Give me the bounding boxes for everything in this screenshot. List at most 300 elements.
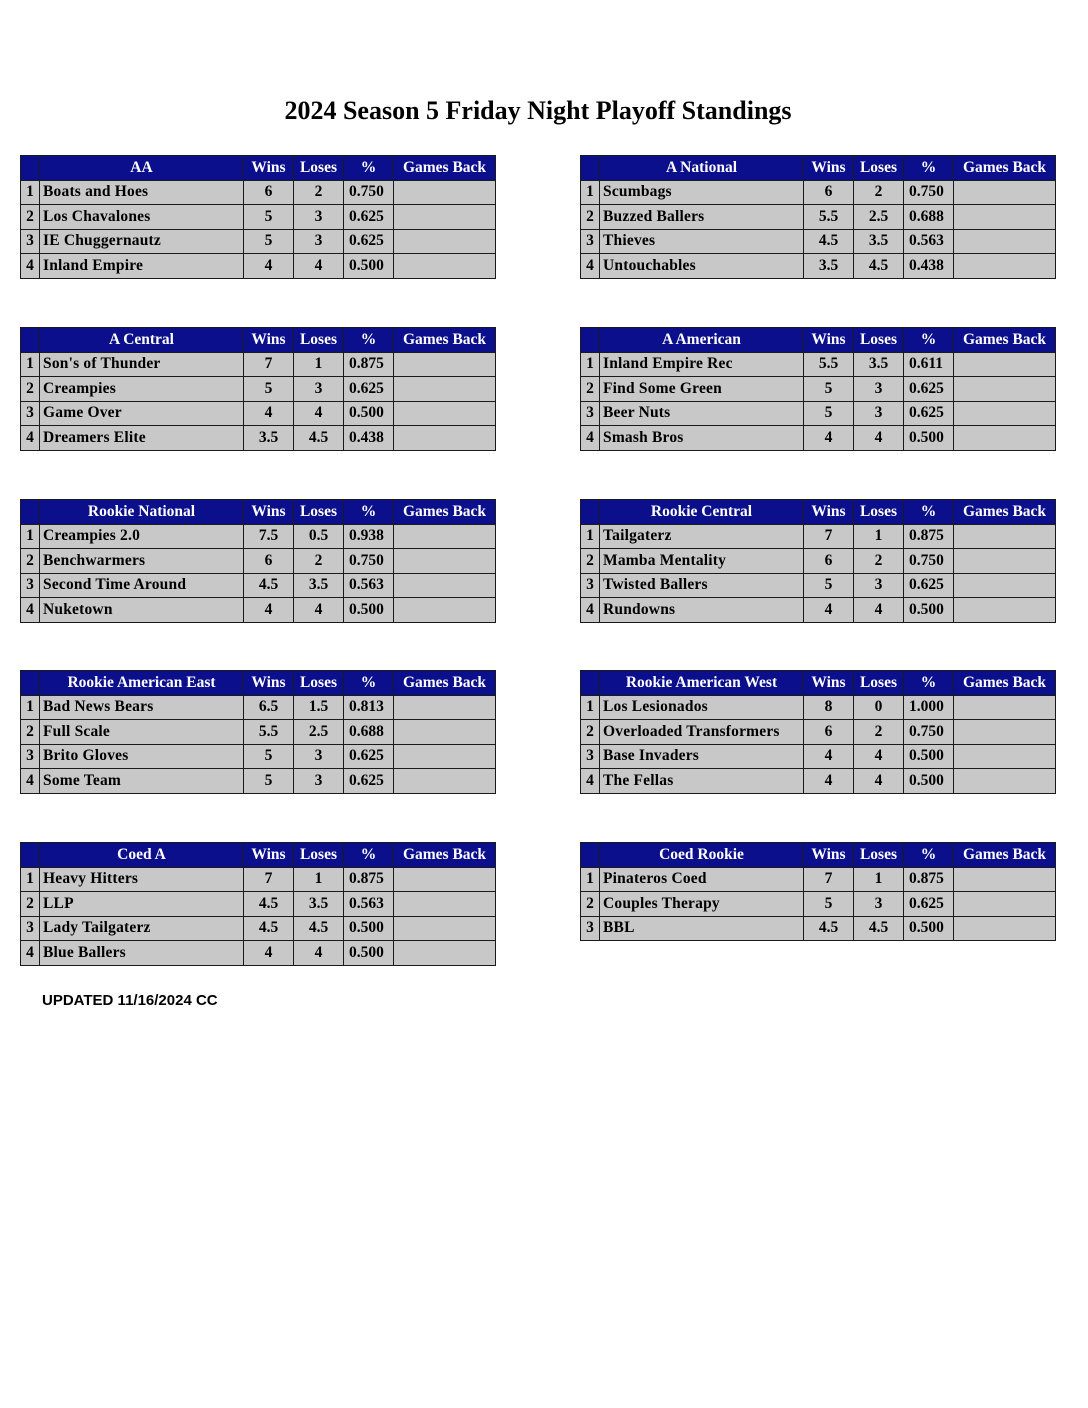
- pct-cell: 0.611: [904, 352, 954, 377]
- rank-cell: 2: [581, 377, 600, 402]
- rank-cell: 3: [581, 573, 600, 598]
- loses-cell: 2: [854, 549, 904, 574]
- rank-cell: 3: [21, 401, 40, 426]
- pct-header: %: [344, 671, 394, 696]
- games-back-cell: [954, 426, 1056, 451]
- pct-cell: 0.625: [904, 401, 954, 426]
- pct-header: %: [344, 156, 394, 181]
- team-name: Thieves: [600, 229, 804, 254]
- table-row: [21, 180, 496, 205]
- games-back-cell: [394, 377, 496, 402]
- loses-header: Loses: [854, 156, 904, 181]
- wins-header: Wins: [244, 328, 294, 353]
- updated-note: UPDATED 11/16/2024 CC: [42, 992, 218, 1009]
- rank-cell: 4: [21, 254, 40, 279]
- rank-cell: 1: [21, 695, 40, 720]
- table-row: [21, 720, 496, 745]
- loses-header: Loses: [294, 671, 344, 696]
- pct-cell: 0.500: [904, 744, 954, 769]
- rank-cell: 4: [21, 426, 40, 451]
- wins-header: Wins: [804, 328, 854, 353]
- pct-header: %: [904, 328, 954, 353]
- games-back-header: Games Back: [394, 328, 496, 353]
- loses-header: Loses: [294, 328, 344, 353]
- games-back-cell: [394, 205, 496, 230]
- loses-cell: 4.5: [294, 426, 344, 451]
- loses-cell: 1: [854, 867, 904, 892]
- loses-cell: 4: [854, 426, 904, 451]
- team-name: LLP: [40, 892, 244, 917]
- wins-cell: 4.5: [244, 892, 294, 917]
- table-row: [581, 916, 1056, 941]
- games-back-cell: [394, 695, 496, 720]
- games-back-cell: [954, 254, 1056, 279]
- team-name: Find Some Green: [600, 377, 804, 402]
- table-row: [581, 573, 1056, 598]
- table-row: [581, 598, 1056, 623]
- games-back-cell: [394, 916, 496, 941]
- table-row: [21, 426, 496, 451]
- games-back-cell: [394, 401, 496, 426]
- table-row: [21, 401, 496, 426]
- games-back-cell: [954, 229, 1056, 254]
- games-back-cell: [954, 549, 1056, 574]
- wins-cell: 5.5: [804, 205, 854, 230]
- games-back-cell: [394, 573, 496, 598]
- loses-cell: 4.5: [854, 254, 904, 279]
- wins-cell: 3.5: [804, 254, 854, 279]
- rank-header: [581, 500, 600, 525]
- wins-header: Wins: [244, 500, 294, 525]
- rank-cell: 3: [21, 744, 40, 769]
- loses-cell: 4: [294, 598, 344, 623]
- wins-header: Wins: [244, 671, 294, 696]
- wins-cell: 5.5: [804, 352, 854, 377]
- pct-cell: 1.000: [904, 695, 954, 720]
- team-name: Bad News Bears: [40, 695, 244, 720]
- rank-cell: 1: [581, 695, 600, 720]
- division-name: Rookie American West: [600, 671, 804, 696]
- loses-cell: 3.5: [854, 229, 904, 254]
- division-name: AA: [40, 156, 244, 181]
- games-back-cell: [954, 573, 1056, 598]
- games-back-cell: [394, 524, 496, 549]
- loses-cell: 0: [854, 695, 904, 720]
- table-row: [21, 916, 496, 941]
- team-name: Boats and Hoes: [40, 180, 244, 205]
- games-back-cell: [954, 377, 1056, 402]
- rank-cell: 1: [21, 180, 40, 205]
- loses-header: Loses: [854, 328, 904, 353]
- team-name: Nuketown: [40, 598, 244, 623]
- pct-cell: 0.625: [344, 744, 394, 769]
- team-name: Overloaded Transformers: [600, 720, 804, 745]
- wins-cell: 7.5: [244, 524, 294, 549]
- division-table: [20, 327, 496, 451]
- table-row: [21, 524, 496, 549]
- loses-cell: 2: [854, 180, 904, 205]
- division-table: [20, 499, 496, 623]
- games-back-cell: [394, 549, 496, 574]
- wins-cell: 4: [244, 401, 294, 426]
- table-row: [21, 254, 496, 279]
- table-row: [21, 892, 496, 917]
- team-name: Rundowns: [600, 598, 804, 623]
- wins-cell: 5: [244, 377, 294, 402]
- pct-cell: 0.625: [344, 229, 394, 254]
- team-name: Blue Ballers: [40, 941, 244, 966]
- pct-cell: 0.625: [904, 377, 954, 402]
- games-back-cell: [394, 744, 496, 769]
- pct-cell: 0.500: [344, 916, 394, 941]
- pct-cell: 0.563: [904, 229, 954, 254]
- division-table: [580, 327, 1056, 451]
- division-table: [580, 670, 1056, 794]
- loses-cell: 4: [294, 254, 344, 279]
- team-name: Pinateros Coed: [600, 867, 804, 892]
- pct-cell: 0.625: [344, 205, 394, 230]
- games-back-header: Games Back: [954, 500, 1056, 525]
- division-table: [20, 842, 496, 966]
- table-row: [581, 401, 1056, 426]
- team-name: Second Time Around: [40, 573, 244, 598]
- table-row: [21, 205, 496, 230]
- rank-cell: 2: [21, 377, 40, 402]
- pct-header: %: [904, 843, 954, 868]
- wins-cell: 5: [804, 377, 854, 402]
- wins-cell: 6: [244, 549, 294, 574]
- loses-header: Loses: [294, 500, 344, 525]
- division-table: [580, 842, 1056, 941]
- games-back-cell: [954, 892, 1056, 917]
- team-name: Couples Therapy: [600, 892, 804, 917]
- pct-cell: 0.938: [344, 524, 394, 549]
- games-back-cell: [954, 916, 1056, 941]
- rank-cell: 4: [581, 598, 600, 623]
- pct-cell: 0.438: [904, 254, 954, 279]
- loses-cell: 4.5: [854, 916, 904, 941]
- team-name: Full Scale: [40, 720, 244, 745]
- loses-cell: 4: [294, 401, 344, 426]
- division-table: [20, 155, 496, 279]
- team-name: Creampies 2.0: [40, 524, 244, 549]
- loses-cell: 3: [854, 573, 904, 598]
- division-table: [580, 499, 1056, 623]
- rank-cell: 3: [581, 229, 600, 254]
- table-row: [581, 205, 1056, 230]
- wins-header: Wins: [244, 156, 294, 181]
- games-back-header: Games Back: [394, 843, 496, 868]
- table-row: [21, 229, 496, 254]
- wins-header: Wins: [804, 500, 854, 525]
- pct-cell: 0.750: [904, 549, 954, 574]
- team-name: Beer Nuts: [600, 401, 804, 426]
- wins-cell: 5: [804, 892, 854, 917]
- rank-cell: 4: [581, 426, 600, 451]
- games-back-header: Games Back: [954, 671, 1056, 696]
- team-name: Mamba Mentality: [600, 549, 804, 574]
- loses-cell: 2.5: [294, 720, 344, 745]
- pct-cell: 0.438: [344, 426, 394, 451]
- games-back-cell: [954, 744, 1056, 769]
- rank-cell: 1: [21, 867, 40, 892]
- division-table: [580, 155, 1056, 279]
- rank-cell: 3: [581, 744, 600, 769]
- loses-cell: 4: [854, 598, 904, 623]
- rank-header: [581, 156, 600, 181]
- loses-cell: 4: [294, 941, 344, 966]
- table-row: [21, 598, 496, 623]
- wins-cell: 6.5: [244, 695, 294, 720]
- rank-cell: 2: [21, 549, 40, 574]
- table-row: [21, 352, 496, 377]
- loses-cell: 3: [854, 401, 904, 426]
- wins-cell: 4: [244, 941, 294, 966]
- loses-cell: 2: [294, 549, 344, 574]
- rank-cell: 1: [581, 352, 600, 377]
- loses-cell: 0.5: [294, 524, 344, 549]
- table-row: [21, 695, 496, 720]
- games-back-cell: [954, 720, 1056, 745]
- table-row: [21, 941, 496, 966]
- team-name: The Fellas: [600, 769, 804, 794]
- loses-cell: 3: [294, 229, 344, 254]
- table-row: [581, 180, 1056, 205]
- table-row: [581, 524, 1056, 549]
- games-back-cell: [394, 229, 496, 254]
- rank-header: [21, 156, 40, 181]
- wins-cell: 4: [804, 598, 854, 623]
- team-name: Son's of Thunder: [40, 352, 244, 377]
- pct-cell: 0.750: [344, 180, 394, 205]
- rank-cell: 2: [21, 892, 40, 917]
- loses-cell: 1.5: [294, 695, 344, 720]
- games-back-cell: [394, 426, 496, 451]
- rank-header: [21, 671, 40, 696]
- rank-header: [21, 500, 40, 525]
- pct-cell: 0.500: [904, 598, 954, 623]
- team-name: Benchwarmers: [40, 549, 244, 574]
- loses-cell: 4: [854, 744, 904, 769]
- wins-cell: 4: [804, 426, 854, 451]
- table-row: [21, 769, 496, 794]
- pct-cell: 0.750: [904, 180, 954, 205]
- team-name: Base Invaders: [600, 744, 804, 769]
- wins-cell: 4.5: [804, 916, 854, 941]
- loses-cell: 4: [854, 769, 904, 794]
- wins-cell: 5: [244, 229, 294, 254]
- team-name: Brito Gloves: [40, 744, 244, 769]
- pct-cell: 0.500: [904, 426, 954, 451]
- wins-header: Wins: [804, 156, 854, 181]
- wins-cell: 7: [244, 867, 294, 892]
- loses-cell: 3.5: [294, 892, 344, 917]
- loses-cell: 2.5: [854, 205, 904, 230]
- rank-cell: 2: [21, 720, 40, 745]
- pct-header: %: [904, 156, 954, 181]
- rank-cell: 3: [21, 573, 40, 598]
- pct-header: %: [344, 843, 394, 868]
- wins-cell: 4: [244, 254, 294, 279]
- team-name: Lady Tailgaterz: [40, 916, 244, 941]
- wins-header: Wins: [244, 843, 294, 868]
- team-name: Twisted Ballers: [600, 573, 804, 598]
- games-back-header: Games Back: [954, 328, 1056, 353]
- games-back-cell: [394, 720, 496, 745]
- division-name: A National: [600, 156, 804, 181]
- pct-cell: 0.500: [344, 598, 394, 623]
- pct-cell: 0.750: [344, 549, 394, 574]
- team-name: Scumbags: [600, 180, 804, 205]
- team-name: Game Over: [40, 401, 244, 426]
- pct-header: %: [904, 671, 954, 696]
- table-row: [581, 892, 1056, 917]
- division-name: Rookie National: [40, 500, 244, 525]
- pct-cell: 0.875: [904, 867, 954, 892]
- rank-header: [21, 843, 40, 868]
- table-row: [581, 720, 1056, 745]
- wins-cell: 4.5: [804, 229, 854, 254]
- table-row: [21, 549, 496, 574]
- wins-cell: 5: [804, 401, 854, 426]
- team-name: BBL: [600, 916, 804, 941]
- table-row: [21, 867, 496, 892]
- pct-cell: 0.500: [344, 254, 394, 279]
- wins-cell: 5: [244, 769, 294, 794]
- division-name: A American: [600, 328, 804, 353]
- rank-cell: 4: [581, 254, 600, 279]
- wins-cell: 4: [804, 744, 854, 769]
- games-back-cell: [954, 598, 1056, 623]
- wins-cell: 7: [804, 524, 854, 549]
- rank-cell: 3: [21, 229, 40, 254]
- team-name: Inland Empire Rec: [600, 352, 804, 377]
- rank-cell: 2: [581, 205, 600, 230]
- wins-cell: 8: [804, 695, 854, 720]
- rank-cell: 1: [21, 524, 40, 549]
- rank-cell: 3: [581, 916, 600, 941]
- table-row: [581, 867, 1056, 892]
- wins-cell: 3.5: [244, 426, 294, 451]
- team-name: Tailgaterz: [600, 524, 804, 549]
- pct-cell: 0.500: [904, 769, 954, 794]
- pct-cell: 0.750: [904, 720, 954, 745]
- loses-cell: 2: [294, 180, 344, 205]
- loses-header: Loses: [854, 500, 904, 525]
- games-back-cell: [954, 401, 1056, 426]
- wins-cell: 5: [244, 744, 294, 769]
- games-back-cell: [954, 695, 1056, 720]
- table-row: [581, 769, 1056, 794]
- wins-cell: 7: [244, 352, 294, 377]
- page-title: 2024 Season 5 Friday Night Playoff Standings: [284, 96, 792, 125]
- team-name: Smash Bros: [600, 426, 804, 451]
- games-back-cell: [394, 180, 496, 205]
- games-back-header: Games Back: [394, 671, 496, 696]
- pct-cell: 0.563: [344, 892, 394, 917]
- pct-cell: 0.625: [904, 892, 954, 917]
- wins-cell: 6: [804, 180, 854, 205]
- loses-cell: 1: [854, 524, 904, 549]
- division-name: A Central: [40, 328, 244, 353]
- team-name: Los Chavalones: [40, 205, 244, 230]
- loses-cell: 3: [294, 205, 344, 230]
- loses-cell: 2: [854, 720, 904, 745]
- division-name: Rookie American East: [40, 671, 244, 696]
- table-row: [581, 549, 1056, 574]
- table-row: [21, 744, 496, 769]
- pct-cell: 0.563: [344, 573, 394, 598]
- rank-cell: 1: [21, 352, 40, 377]
- pct-cell: 0.625: [344, 769, 394, 794]
- team-name: Untouchables: [600, 254, 804, 279]
- pct-cell: 0.625: [904, 573, 954, 598]
- pct-cell: 0.688: [344, 720, 394, 745]
- pct-header: %: [904, 500, 954, 525]
- games-back-header: Games Back: [394, 500, 496, 525]
- rank-cell: 3: [21, 916, 40, 941]
- division-name: Coed A: [40, 843, 244, 868]
- pct-cell: 0.500: [344, 941, 394, 966]
- team-name: Buzzed Ballers: [600, 205, 804, 230]
- pct-cell: 0.875: [904, 524, 954, 549]
- wins-header: Wins: [804, 671, 854, 696]
- team-name: Some Team: [40, 769, 244, 794]
- pct-cell: 0.625: [344, 377, 394, 402]
- games-back-cell: [394, 598, 496, 623]
- table-row: [21, 377, 496, 402]
- wins-cell: 4.5: [244, 573, 294, 598]
- loses-header: Loses: [294, 843, 344, 868]
- wins-cell: 6: [804, 549, 854, 574]
- rank-cell: 1: [581, 867, 600, 892]
- rank-cell: 2: [581, 549, 600, 574]
- loses-cell: 3.5: [294, 573, 344, 598]
- rank-cell: 2: [581, 720, 600, 745]
- division-name: Rookie Central: [600, 500, 804, 525]
- pct-cell: 0.500: [904, 916, 954, 941]
- wins-cell: 4.5: [244, 916, 294, 941]
- loses-header: Loses: [854, 671, 904, 696]
- division-name: Coed Rookie: [600, 843, 804, 868]
- games-back-cell: [954, 769, 1056, 794]
- loses-cell: 3: [854, 377, 904, 402]
- loses-cell: 3: [294, 744, 344, 769]
- table-row: [581, 744, 1056, 769]
- wins-header: Wins: [804, 843, 854, 868]
- rank-header: [581, 328, 600, 353]
- team-name: IE Chuggernautz: [40, 229, 244, 254]
- wins-cell: 5.5: [244, 720, 294, 745]
- rank-cell: 4: [581, 769, 600, 794]
- loses-cell: 1: [294, 352, 344, 377]
- wins-cell: 4: [244, 598, 294, 623]
- loses-cell: 3.5: [854, 352, 904, 377]
- wins-cell: 5: [244, 205, 294, 230]
- table-row: [581, 426, 1056, 451]
- rank-cell: 4: [21, 598, 40, 623]
- pct-header: %: [344, 328, 394, 353]
- rank-cell: 4: [21, 941, 40, 966]
- pct-cell: 0.688: [904, 205, 954, 230]
- loses-cell: 1: [294, 867, 344, 892]
- games-back-cell: [954, 180, 1056, 205]
- wins-cell: 6: [244, 180, 294, 205]
- games-back-cell: [394, 254, 496, 279]
- games-back-cell: [394, 941, 496, 966]
- rank-cell: 1: [581, 180, 600, 205]
- games-back-cell: [394, 867, 496, 892]
